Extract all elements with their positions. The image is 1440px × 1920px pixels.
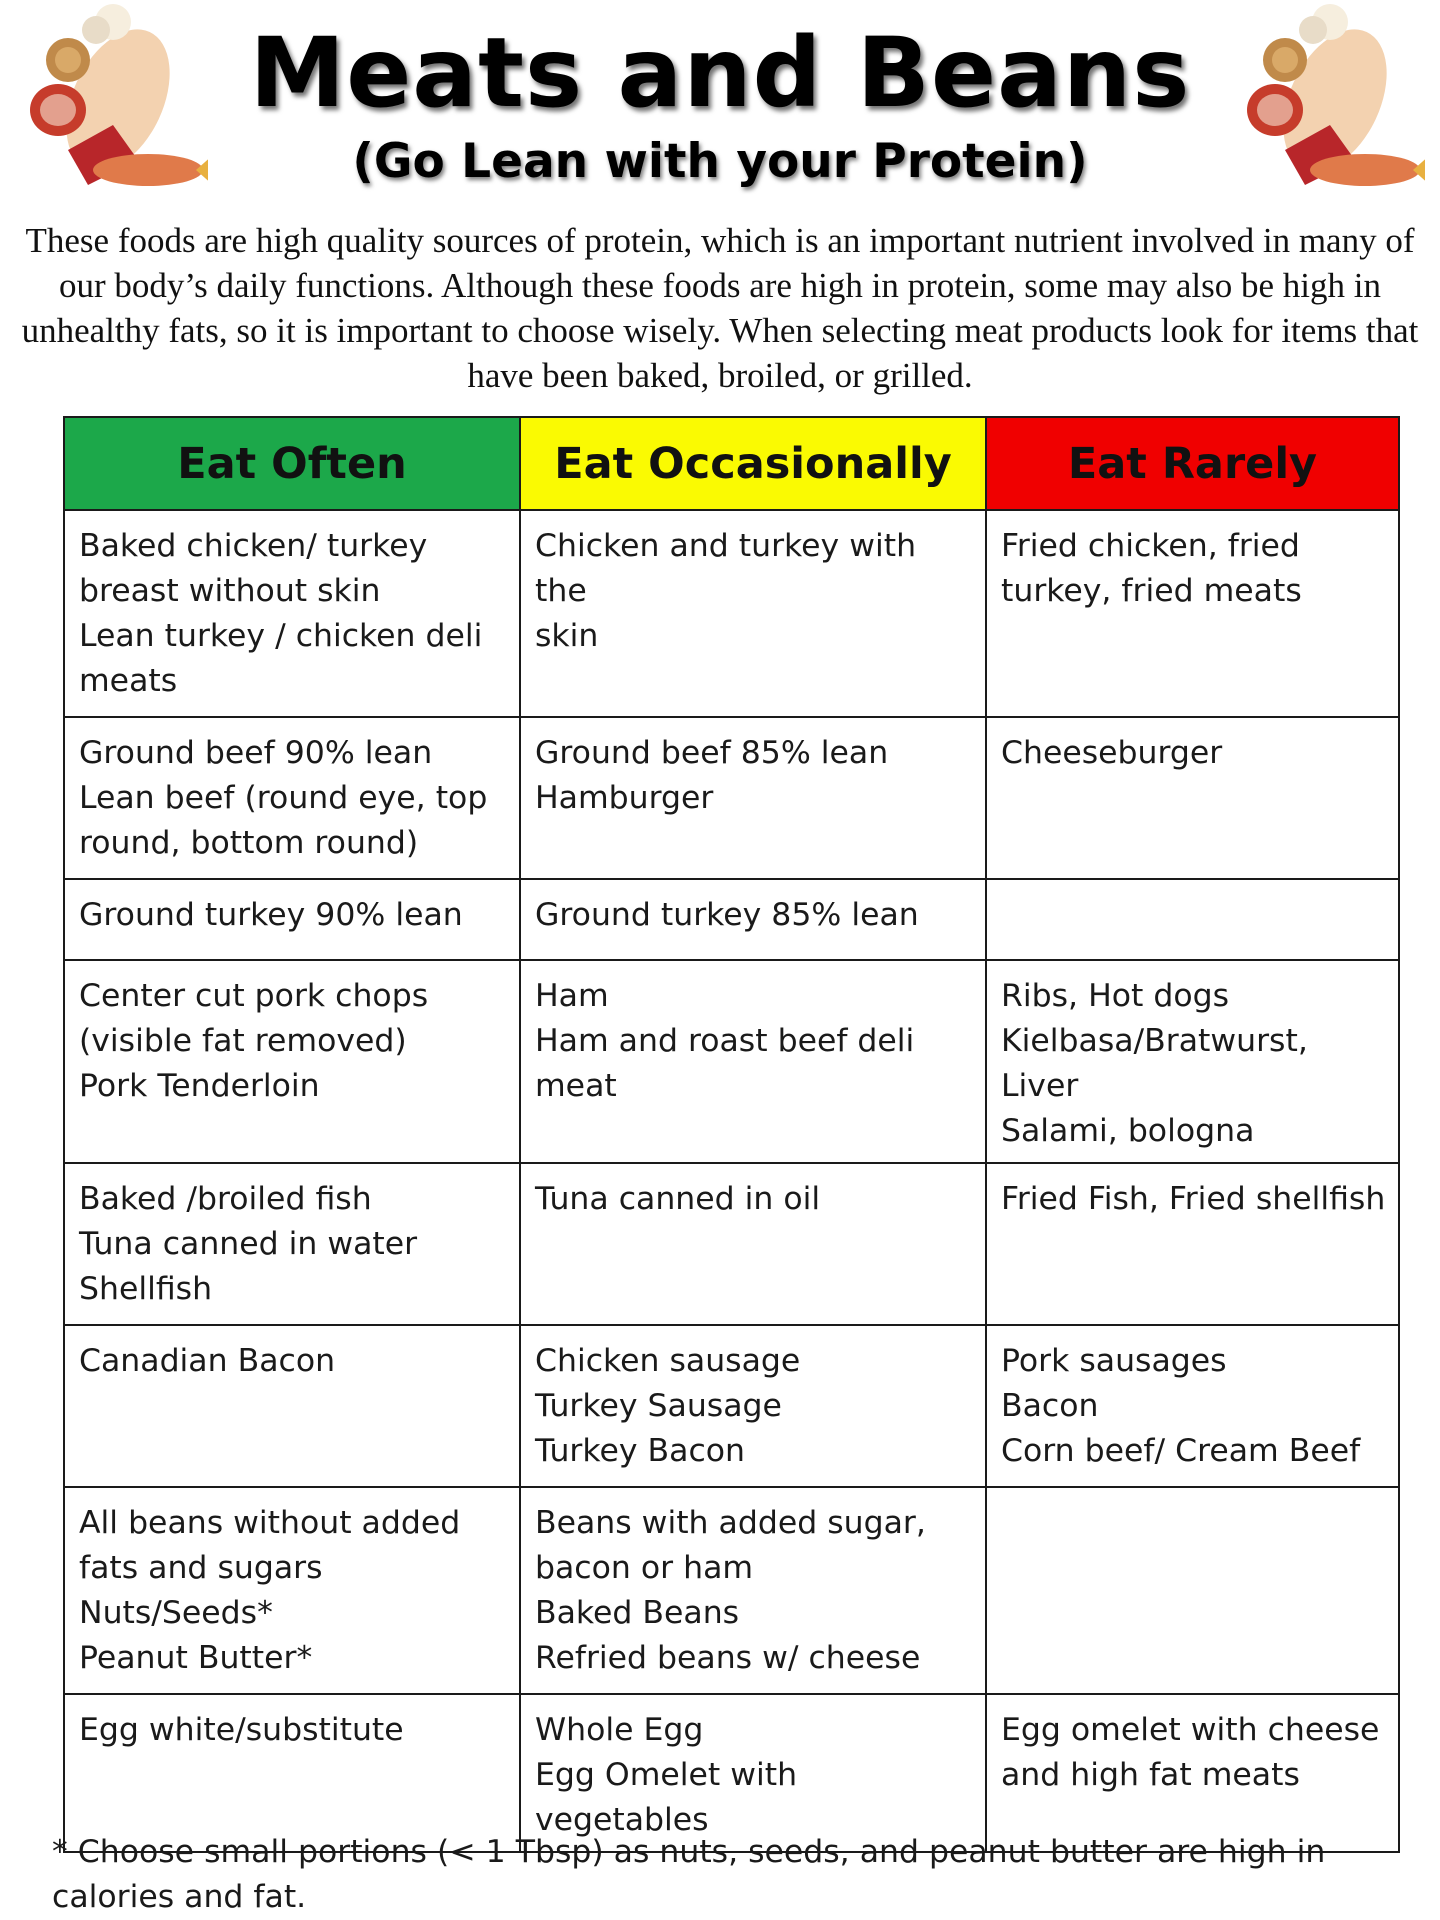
cell-eat-rarely: Egg omelet with cheese and high fat meats [986,1694,1399,1852]
protein-foods-illustration [1235,0,1425,200]
header-eat-often: Eat Often [64,417,520,510]
footnote: * Choose small portions (< 1 Tbsp) as nuts, seeds, and peanut butter are high in calories and fat. [52,1834,1326,1915]
table-row [64,1487,1399,1694]
cell-eat-occasionally: Tuna canned in oil [520,1163,986,1325]
table-row [64,717,1399,879]
protein-foods-illustration [18,0,208,200]
header-eat-rarely: Eat Rarely [986,417,1399,510]
table-row [64,879,1399,960]
cell-eat-occasionally: Chicken and turkey with the skin [520,510,986,717]
table-row [64,1163,1399,1325]
table-row [64,1325,1399,1487]
header-eat-occasionally: Eat Occasionally [520,417,986,510]
cell-eat-often: Ground turkey 90% lean [64,879,520,960]
cell-eat-occasionally: Ham Ham and roast beef deli meat [520,960,986,1163]
cell-eat-rarely: Pork sausages Bacon Corn beef/ Cream Beef [986,1325,1399,1487]
cell-eat-occasionally: Ground beef 85% lean Hamburger [520,717,986,879]
table-row [64,510,1399,717]
page-subtitle: (Go Lean with your Protein) [352,134,1088,189]
cell-eat-rarely: Cheeseburger [986,717,1399,879]
table-header-row [64,417,1399,510]
cell-eat-rarely [986,879,1399,960]
table-row [64,1694,1399,1852]
cell-eat-often: Egg white/substitute [64,1694,520,1852]
cell-eat-often: Ground beef 90% lean Lean beef (round eye, top round, bottom round) [64,717,520,879]
cell-eat-often: Baked /broiled fish Tuna canned in water Shellfish [64,1163,520,1325]
cell-eat-rarely: Fried Fish, Fried shellfish [986,1163,1399,1325]
intro-paragraph: These foods are high quality sources of protein, which is an important nutrient involved in many of our body’s daily functions. Although these foods are high in protein, some may also be high in unhealthy fats, so it is important to choose wisely. When selecting meat products look for items that have been baked, broiled, or grilled. [21,221,1419,395]
table-row [64,960,1399,1163]
cell-eat-occasionally: Whole Egg Egg Omelet with vegetables [520,1694,986,1852]
cell-eat-rarely: Fried chicken, fried turkey, fried meats [986,510,1399,717]
cell-eat-occasionally: Ground turkey 85% lean [520,879,986,960]
cell-eat-occasionally: Beans with added sugar, bacon or ham Baked Beans Refried beans w/ cheese [520,1487,986,1694]
cell-eat-often: Canadian Bacon [64,1325,520,1487]
cell-eat-often: All beans without added fats and sugars Nuts/Seeds* Peanut Butter* [64,1487,520,1694]
cell-eat-often: Center cut pork chops (visible fat removed) Pork Tenderloin [64,960,520,1163]
cell-eat-occasionally: Chicken sausage Turkey Sausage Turkey Bacon [520,1325,986,1487]
cell-eat-rarely: Ribs, Hot dogs Kielbasa/Bratwurst, Liver Salami, bologna [986,960,1399,1163]
page-title: Meats and Beans [249,17,1191,129]
cell-eat-often: Baked chicken/ turkey breast without skin Lean turkey / chicken deli meats [64,510,520,717]
cell-eat-rarely [986,1487,1399,1694]
protein-guide-table [63,416,1400,1853]
